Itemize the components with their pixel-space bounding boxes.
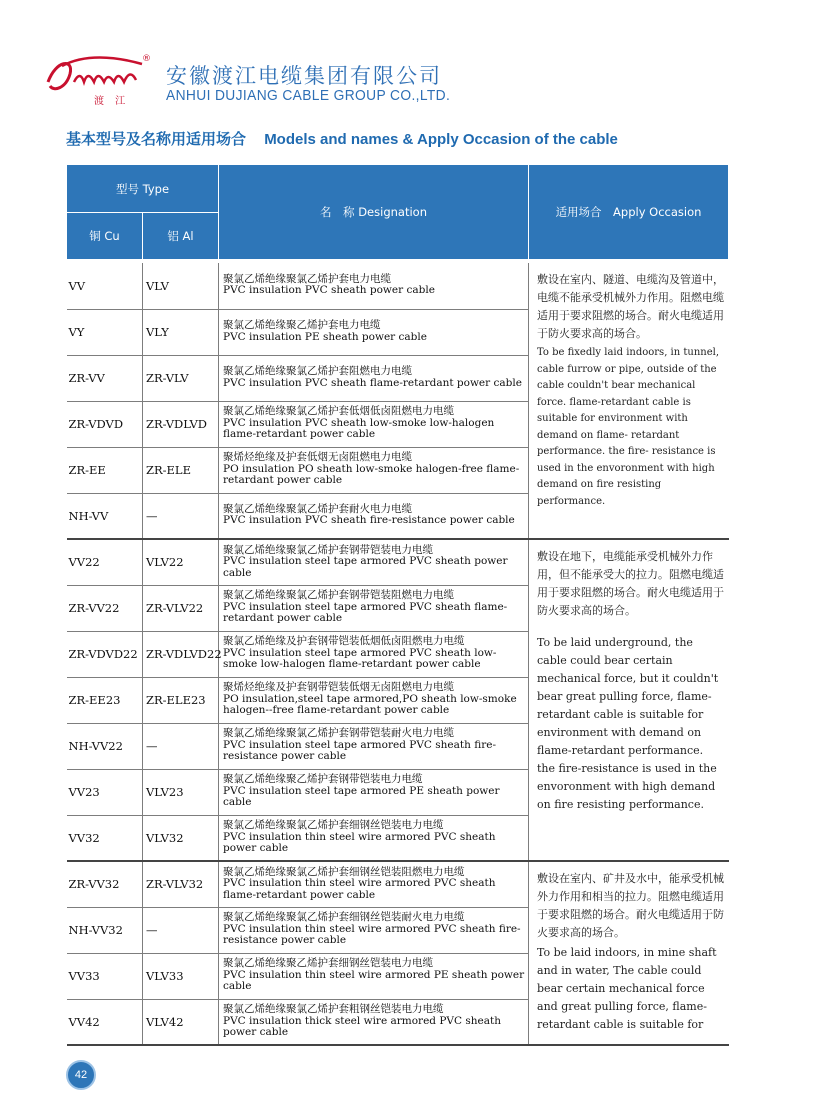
company-name-cn: 安徽渡江电缆集团有限公司 [166, 64, 442, 88]
designation-cell [219, 355, 529, 401]
apply-occasion-cell [529, 263, 729, 539]
table-header-row [67, 165, 729, 213]
occasion-cn: 敷设在地下，电缆能承受机械外力作用，但不能承受大的拉力。阻燃电缆适用于要求阻燃的场合。耐火电缆适用于防火要求高的场合。 [537, 550, 725, 617]
designation-cell [219, 769, 529, 815]
designation-en: PVC insulation thin steel wire armored PVC sheath flame-retardant power cable [223, 877, 496, 901]
header-type: 型号 Type [67, 165, 219, 213]
designation-cn: 聚氯乙烯绝缘聚乙烯护套钢带铠装电力电缆 [223, 773, 423, 786]
company-logo [44, 52, 154, 112]
table-row [67, 263, 729, 309]
designation-cn: 聚烯烃绝缘及护套低烟无卤阻燃电力电缆 [223, 451, 413, 464]
page-number: 42 [66, 1060, 96, 1090]
designation-en: PVC insulation steel tape armored PE sheath power cable [223, 784, 500, 809]
model-al: ZR-ELE23 [143, 677, 219, 723]
model-al: ZR-VDLVD22 [143, 631, 219, 677]
designation-en: PO insulation,steel tape armored,PO sheath low-smoke halogen--free flame-retardant power cable [223, 692, 517, 717]
designation-cn: 聚氯乙烯绝缘聚氯乙烯护套耐火电力电缆 [223, 502, 413, 515]
model-cu: NH-VV32 [67, 907, 143, 953]
model-cu: ZR-VV32 [67, 861, 143, 907]
section-title-en: Models and names & Apply Occasion of the cable [264, 131, 618, 148]
designation-cell [219, 493, 529, 539]
header-designation: 名 称 Designation [219, 165, 529, 260]
designation-en: PO insulation PO sheath low-smoke halogen-free flame-retardant power cable [223, 462, 520, 487]
model-cu: ZR-EE23 [67, 677, 143, 723]
designation-cn: 聚氯乙烯绝缘聚氯乙烯护套钢带铠装阻燃电力电缆 [223, 589, 455, 602]
model-al: ZR-VLV22 [143, 585, 219, 631]
header-cu: 铜 Cu [67, 213, 143, 260]
model-al: ZR-ELE [143, 447, 219, 493]
designation-cn: 聚氯乙烯绝缘聚乙烯护套细钢丝铠装电力电缆 [223, 957, 434, 970]
occasion-cn: 敷设在室内、隧道、电缆沟及管道中，电缆不能承受机械外力作用。阻燃电缆适用于要求阻燃的场合。耐火电缆适用于防火要求高的场合。 [537, 273, 725, 340]
designation-en: PVC insulation steel tape armored PVC sheath low-smoke low-halogen flame-retardant power cable [223, 646, 497, 671]
designation-en: PVC insulation steel tape armored PVC sheath flame-retardant power cable [223, 600, 508, 625]
designation-cell [219, 401, 529, 447]
designation-cn: 聚氯乙烯绝缘聚氯乙烯护套细钢丝铠装耐火电力电缆 [223, 911, 465, 924]
occasion-en: To be laid indoors, in mine shaft and in water, The cable could bear certain mechanical force and great pulling force, flame-retardant cable is suitable for [537, 946, 717, 1031]
model-cu: NH-VV [67, 493, 143, 539]
designation-cell [219, 539, 529, 585]
model-al: VLV23 [143, 769, 219, 815]
designation-en: PVC insulation thin steel wire armored PE sheath power cable [223, 968, 525, 993]
designation-cn: 聚氯乙烯绝缘聚乙烯护套电力电缆 [223, 319, 381, 331]
designation-en: PVC insulation PE sheath power cable [223, 330, 427, 343]
designation-en: PVC insulation PVC sheath flame-retardant power cable [223, 376, 522, 389]
designation-en: PVC insulation thin steel wire armored PVC sheath fire-resistance power cable [223, 922, 521, 947]
section-title [66, 128, 618, 149]
designation-cn: 聚氯乙烯绝缘聚氯乙烯护套细钢丝铠装电力电缆 [223, 819, 444, 831]
model-cu: VV22 [67, 539, 143, 585]
designation-cn: 聚氯乙烯绝缘聚氯乙烯护套细钢丝铠装阻燃电力电缆 [223, 865, 465, 878]
section-title-cn: 基本型号及名称用适用场合 [66, 131, 247, 148]
model-al: VLV33 [143, 953, 219, 999]
model-cu: ZR-VV [67, 355, 143, 401]
designation-cn: 聚氯乙烯绝缘及护套钢带铠装低烟低卤阻燃电力电缆 [223, 635, 465, 648]
model-al: ZR-VDLVD [143, 401, 219, 447]
designation-cell [219, 309, 529, 355]
model-cu: VV42 [67, 999, 143, 1045]
designation-cell [219, 999, 529, 1045]
model-al: ZR-VLV [143, 355, 219, 401]
model-al: — [143, 723, 219, 769]
model-cu: ZR-VDVD [67, 401, 143, 447]
model-al: VLY [143, 309, 219, 355]
table-row [67, 539, 729, 585]
designation-cell [219, 585, 529, 631]
model-al: VLV42 [143, 999, 219, 1045]
designation-cell [219, 815, 529, 861]
model-al: VLV [143, 263, 219, 309]
model-cu: NH-VV22 [67, 723, 143, 769]
model-cu: ZR-VDVD22 [67, 631, 143, 677]
designation-cell [219, 263, 529, 309]
designation-cn: 聚烯烃绝缘及护套钢带铠装低烟无卤阻燃电力电缆 [223, 681, 455, 694]
header-al: 铝 Al [143, 213, 219, 260]
model-cu: ZR-EE [67, 447, 143, 493]
occasion-cn: 敷设在室内、矿井及水中，能承受机械外力作用和相当的拉力。阻燃电缆适用于要求阻燃的场合。耐火电缆适用于防火要求高的场合。 [537, 872, 725, 939]
model-cu: VV23 [67, 769, 143, 815]
model-al: ZR-VLV32 [143, 861, 219, 907]
model-cu: VV32 [67, 815, 143, 861]
designation-cell [219, 631, 529, 677]
designation-cell [219, 723, 529, 769]
apply-occasion-cell [529, 539, 729, 861]
designation-cn: 聚氯乙烯绝缘聚氯乙烯护套电力电缆 [223, 272, 392, 285]
designation-cn: 聚氯乙烯绝缘聚氯乙烯护套粗钢丝铠装电力电缆 [223, 1003, 444, 1015]
apply-occasion-cell [529, 861, 729, 1045]
designation-cell [219, 907, 529, 953]
designation-en: PVC insulation steel tape armored PVC sheath power cable [223, 555, 508, 579]
registered-mark: ® [142, 54, 151, 64]
designation-cn: 聚氯乙烯绝缘聚氯乙烯护套钢带铠装电力电缆 [223, 543, 434, 556]
designation-cn: 聚氯乙烯绝缘聚氯乙烯护套钢带铠装耐火电力电缆 [223, 727, 455, 740]
header-occasion: 适用场合 Apply Occasion [529, 165, 729, 260]
designation-en: PVC insulation steel tape armored PVC sheath fire-resistance power cable [223, 738, 497, 763]
occasion-en: To be laid underground, the cable could bear certain mechanical force, but it couldn't bear great pulling force, flame-retardant cable is suitable for environment with demand on flame-retardant performance. the fire-resistance is used in the envoronment with high demand on fire resisting performance. [537, 636, 719, 811]
model-al: — [143, 493, 219, 539]
designation-cn: 聚氯乙烯绝缘聚氯乙烯护套阻燃电力电缆 [223, 365, 413, 377]
company-name-en: ANHUI DUJIANG CABLE GROUP CO.,LTD. [166, 87, 451, 104]
model-cu: ZR-VV22 [67, 585, 143, 631]
table-row [67, 861, 729, 907]
logo-subtitle: 渡 江 [94, 96, 130, 107]
designation-cn: 聚氯乙烯绝缘聚氯乙烯护套低烟低卤阻燃电力电缆 [223, 405, 455, 418]
model-al: VLV22 [143, 539, 219, 585]
model-al: — [143, 907, 219, 953]
designation-cell [219, 861, 529, 907]
occasion-en: To be fixedly laid indoors, in tunnel, cable furrow or pipe, outside of the cable couldn't bear mechanical force. flame-retardant cable is suitable for environment with demand on flame- retardant performance. the fire- resistance is used in the envoronment with high demand on fire resisting performance. [537, 347, 720, 507]
designation-en: PVC insulation PVC sheath fire-resistance power cable [223, 514, 515, 527]
model-cu: VV [67, 263, 143, 309]
cable-spec-table [66, 164, 729, 1046]
designation-en: PVC insulation PVC sheath power cable [223, 284, 435, 297]
designation-cell [219, 953, 529, 999]
designation-cell [219, 447, 529, 493]
designation-en: PVC insulation thick steel wire armored PVC sheath power cable [223, 1014, 501, 1038]
designation-en: PVC insulation thin steel wire armored PVC sheath power cable [223, 830, 496, 854]
model-cu: VY [67, 309, 143, 355]
model-al: VLV32 [143, 815, 219, 861]
model-cu: VV33 [67, 953, 143, 999]
designation-en: PVC insulation PVC sheath low-smoke low-halogen flame-retardant power cable [223, 416, 495, 441]
designation-cell [219, 677, 529, 723]
